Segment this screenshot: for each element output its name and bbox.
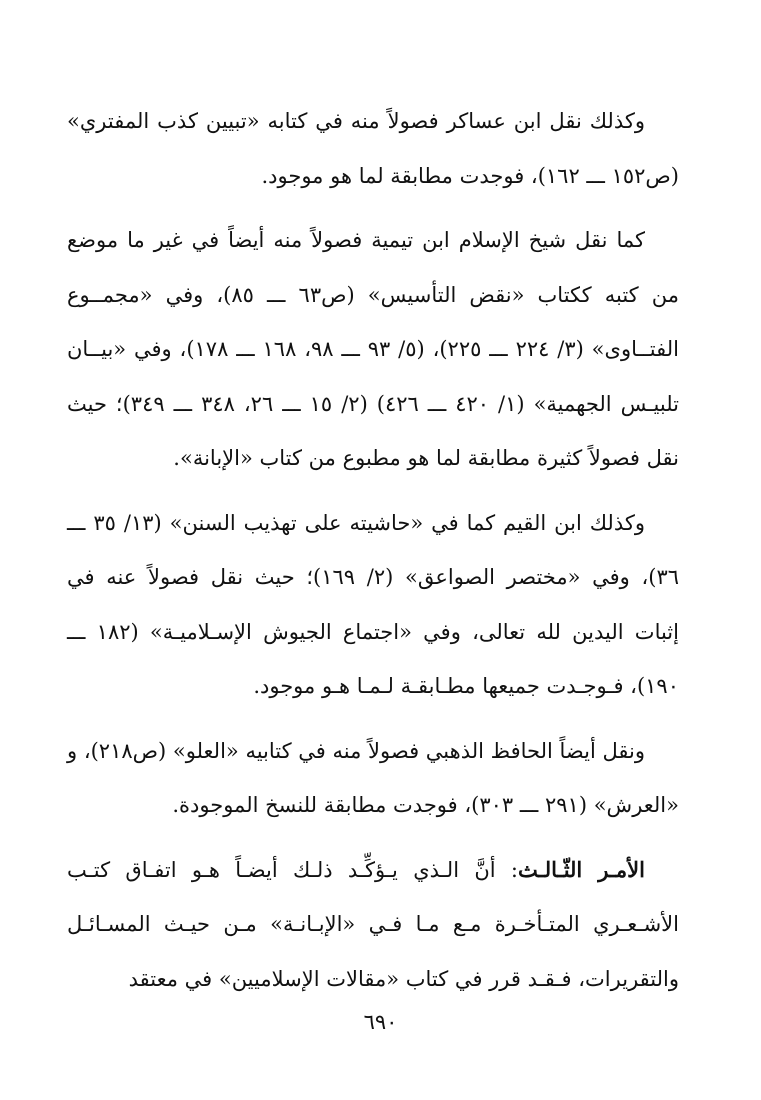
paragraph-third-matter [67,843,679,1007]
paragraph-text: وكذلك نقل ابن عساكر فصولاً منه في كتابه «تبيين كذب المفتري» (ص١٥٢ ـــ ١٦٢)، فوجدت مطابقة لما هو موجود. [67,109,679,188]
paragraph-lead-heading: الأمـر الثّـالـث [517,856,645,882]
paragraph-ibn-asakir [67,94,679,203]
paragraph-ibn-al-qayyim [67,496,679,714]
page-number: ٦٩٠ [363,1010,398,1034]
paragraph-text: : أنَّ الـذي يـؤكِّـد ذلـك أيضـاً هـو اتفـاق كتـب الأشـعـري المتـأخـرة مـع مـا فـي «الإبـانـة» مـن حيـث المسـائـل والتقريرات، فـقـد قرر في كتاب «مقالات الإسلاميين» في معتقد [67,857,679,991]
paragraph-ibn-taymiyyah [67,213,679,486]
paragraph-text: كما نقل شيخ الإسلام ابن تيمية فصولاً منه أيضاً في غير ما موضع من كتبه ككتاب «نقض التأسيس» (ص٦٣ ـــ ٨٥)، وفي «مجمــوع الفتــاوى» (٣/ ٢٢٤ ـــ ٢٢٥)، (٥/ ٩٣ ـــ ٩٨، ١٦٨ ـــ ١٧٨)، وفي «بيــان تلبيـس الجهمية» (١/ ٤٢٠ ـــ ٤٢٦) (٢/ ١٥ ـــ ٢٦، ٣٤٨ ـــ ٣٤٩)؛ حيث نقل فصولاً كثيرة مطابقة لما هو مطبوع من كتاب «الإبانة». [67,228,679,470]
paragraph-text: وكذلك ابن القيم كما في «حاشيته على تهذيب السنن» (١٣/ ٣٥ ـــ ٣٦)، وفي «مختصر الصواعق» (٢/ ١٦٩)؛ حيث نقل فصولاً عنه في إثبات اليدين لله تعالى، وفي «اجتماع الجيوش الإسـلاميـة» (١٨٢ ـــ ١٩٠)، فـوجـدت جميعها مطـابقـة لـمـا هـو موجود. [67,510,679,698]
paragraph-text: ونقل أيضاً الحافظ الذهبي فصولاً منه في كتابيه «العلو» (ص٢١٨)، و «العرش» (٢٩١ ـــ ٣٠٣)، فوجدت مطابقة للنسخ الموجودة. [67,738,679,817]
paragraph-al-dhahabi [67,724,679,833]
page-body [67,94,679,1006]
